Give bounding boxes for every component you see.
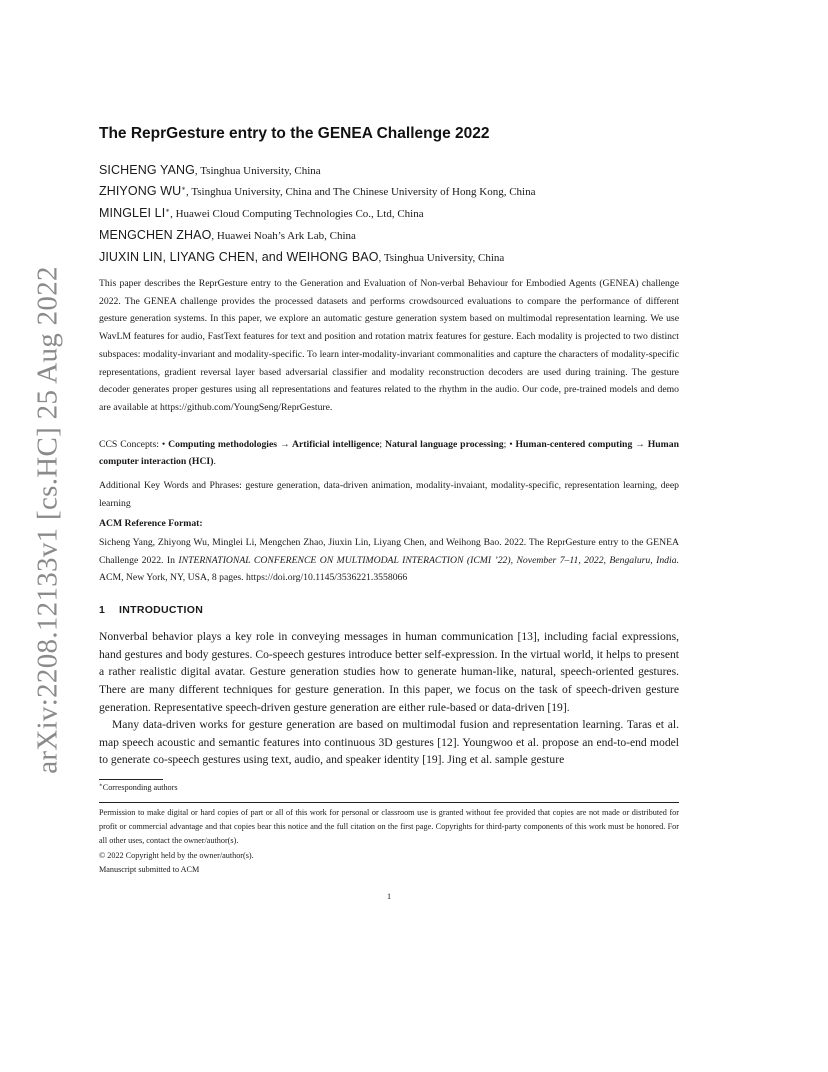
footnote-text: Corresponding authors <box>102 783 178 792</box>
body-paragraph: Many data-driven works for gesture generation are based on multimodal fusion and representation learning. Taras et al. map speech acoustic and semantic features into continuous 3D gestures [12]. Youngwoo et al. propose an end-to-end model to generate co-speech gestures using text, audio, and speaker identity [19]. Jing et al. sample gesture <box>99 718 679 767</box>
author-names: JIUXIN LIN, LIYANG CHEN, and WEIHONG BAO <box>99 250 379 264</box>
ccs-end: . <box>213 456 216 467</box>
acm-reference-authors: Sicheng Yang, Zhiyong Wu, Minglei Li, Mengchen Zhao, Jiuxin Lin, Liyang Chen, and Weihong Bao. 2022. The ReprGesture entry to the GENEA Challenge 2022. In <box>99 537 679 566</box>
ccs-separator: ; <box>379 439 385 450</box>
author-affiliation: , Tsinghua University, China <box>378 252 505 264</box>
footnote <box>99 783 178 792</box>
copyright-notice: © 2022 Copyright held by the owner/author(s). <box>99 851 254 860</box>
acm-reference-heading: ACM Reference Format: <box>99 518 203 529</box>
arxiv-identifier[interactable]: arXiv:2208.12133v1 [cs.HC] 25 Aug 2022 <box>31 266 64 774</box>
abstract: This paper describes the ReprGesture entry to the Generation and Evaluation of Non-verbal Behaviour for Embodied Agents (GENEA) challenge 2022. The GENEA challenge provides the processed datasets and performs crowdsourced evaluations to compare the performance of different gesture generation systems. In this paper, we explore an automatic gesture generation system based on multimodal representation learning. We use WavLM features for audio, FastText features for text and position and rotation matrix features for gesture. Each modality is projected to two distinct subspaces: modality-invariant and modality-specific. To learn inter-modality-invariant commonalities and capture the characters of modality-specific representations, gradient reversal layer based adversarial classifier and modality reconstruction decoders are used during training. The gesture decoder generates proper gestures using all representations and features related to the rhythm in the audio. Our code, pre-trained models and demo are available at https://github.com/YoungSeng/ReprGesture. <box>99 278 679 413</box>
ccs-concept: Computing methodologies → Artificial intelligence <box>168 439 380 450</box>
author-line <box>99 228 699 243</box>
author-names: MENGCHEN ZHAO <box>99 228 212 242</box>
body-paragraph: Nonverbal behavior plays a key role in conveying messages in human communication [13], including facial expressions, hand gestures and body gestures. Co-speech gestures introduce better self-expression. In the virtual world, it helps to present a rather realistic digital avatar. Gesture generation studies how to generate human-like, natural, speech-oriented gestures. There are many different techniques for gesture generation. In this paper, we focus on the task of speech-driven gesture generation. Representative speech-driven gesture generation are either rule-based or data-driven [19]. <box>99 630 679 714</box>
ccs-label: CCS Concepts: <box>99 439 162 450</box>
ccs-concept: Natural language processing <box>384 439 504 450</box>
author-line <box>99 250 699 265</box>
ccs-bullet: • <box>161 439 169 450</box>
paper-title: The ReprGesture entry to the GENEA Challenge 2022 <box>99 125 490 142</box>
permission-divider <box>99 802 679 803</box>
author-affiliation: , Huawei Noah’s Ark Lab, China <box>211 230 356 242</box>
author-affiliation: , Huawei Cloud Computing Technologies Co., Ltd, China <box>170 208 424 220</box>
submission-note: Manuscript submitted to ACM <box>99 865 200 874</box>
page-number: 1 <box>386 892 392 901</box>
author-affiliation: , Tsinghua University, China <box>194 165 321 177</box>
acm-reference <box>99 534 679 587</box>
acm-reference-doi[interactable]: ACM, New York, NY, USA, 8 pages. https://doi.org/10.1145/3536221.3558066 <box>99 572 408 584</box>
section-number: 1 <box>99 604 106 616</box>
permission-notice: Permission to make digital or hard copies of part or all of this work for personal or classroom use is granted without fee provided that copies are not made or distributed for profit or commercial advantage and that copies bear this notice and the full citation on the first page. Copyrights for third-party components of this work must be honored. For all other uses, contact the owner/author(s). <box>99 808 679 846</box>
author-mark: ∗ <box>181 184 187 193</box>
footnote-mark: ∗ <box>99 782 103 789</box>
author-affiliation: , Tsinghua University, China and The Chinese University of Hong Kong, China <box>186 186 536 198</box>
ccs-separator: ; • <box>503 439 516 450</box>
section-title: INTRODUCTION <box>119 604 204 616</box>
keywords: Additional Key Words and Phrases: gesture generation, data-driven animation, modality-invaiant, modality-specific, representation learning, deep learning <box>99 480 679 509</box>
footnote-divider <box>99 779 163 780</box>
author-mark: ∗ <box>165 206 171 215</box>
author-line <box>99 163 699 178</box>
acm-reference-venue: INTERNATIONAL CONFERENCE ON MULTIMODAL INTERACTION (ICMI ’22), November 7–11, 2022, Bengaluru, India. <box>178 554 679 566</box>
ccs-concept: Human-centered computing → Human computer interaction (HCI) <box>99 439 679 467</box>
author-names: MINGLEI LI <box>99 206 166 220</box>
author-names: SICHENG YANG <box>99 163 195 177</box>
author-line <box>99 184 699 199</box>
section-heading <box>99 604 203 616</box>
author-line <box>99 206 699 221</box>
author-names: ZHIYONG WU <box>99 184 182 198</box>
ccs-concepts <box>99 436 679 470</box>
